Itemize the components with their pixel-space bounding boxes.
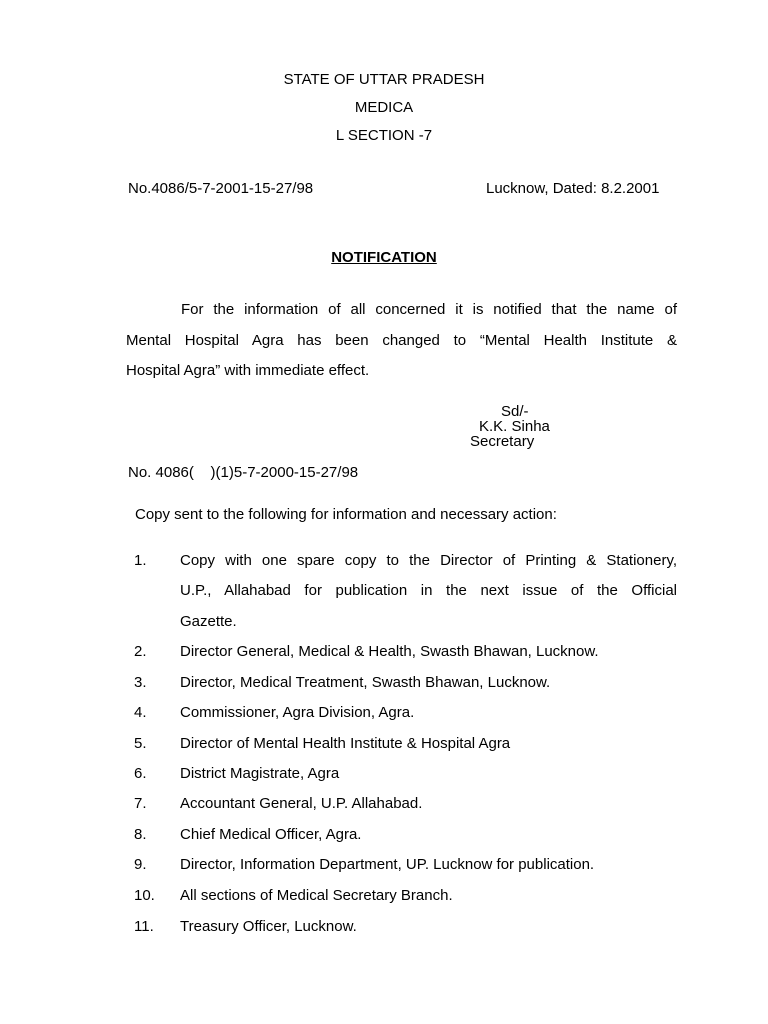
- list-item-number: 8.: [134, 826, 147, 843]
- body-line-3: Hospital Agra” with immediate effect.: [126, 362, 370, 379]
- list-item-line: Treasury Officer, Lucknow.: [180, 918, 357, 935]
- list-item-line: District Magistrate, Agra: [180, 765, 340, 782]
- list-item-number: 1.: [134, 552, 147, 569]
- place-and-date: Lucknow, Dated: 8.2.2001: [486, 180, 660, 197]
- body-line-1: For the information of all concerned it is notified that the name of: [181, 301, 677, 318]
- signatory-title: Secretary: [470, 433, 535, 450]
- list-item-line: Director of Mental Health Institute & Hospital Agra: [180, 735, 511, 752]
- list-item-line: Copy with one spare copy to the Director of Printing & Stationery,: [180, 552, 677, 569]
- copy-intro: Copy sent to the following for information and necessary action:: [135, 506, 557, 523]
- list-item-line: Gazette.: [180, 613, 237, 630]
- signature-sd: Sd/-: [501, 403, 529, 420]
- list-item-number: 9.: [134, 856, 147, 873]
- notification-title: NOTIFICATION: [331, 249, 437, 266]
- list-item-line: Director, Medical Treatment, Swasth Bhawan, Lucknow.: [180, 674, 551, 691]
- copy-reference-number: No. 4086( )(1)5-7-2000-15-27/98: [128, 464, 359, 481]
- department-heading-line-1: MEDICA: [354, 99, 414, 116]
- reference-number: No.4086/5-7-2001-15-27/98: [128, 180, 314, 197]
- state-heading: STATE OF UTTAR PRADESH: [283, 71, 485, 88]
- list-item-number: 10.: [134, 887, 155, 904]
- list-item-line: Chief Medical Officer, Agra.: [180, 826, 362, 843]
- list-item-line: All sections of Medical Secretary Branch.: [180, 887, 453, 904]
- list-item-line: Director General, Medical & Health, Swasth Bhawan, Lucknow.: [180, 643, 599, 660]
- list-item-number: 6.: [134, 765, 147, 782]
- list-item-line: Director, Information Department, UP. Lucknow for publication.: [180, 856, 595, 873]
- list-item-number: 5.: [134, 735, 147, 752]
- list-item-line: Commissioner, Agra Division, Agra.: [180, 704, 415, 721]
- list-item-number: 2.: [134, 643, 147, 660]
- list-item-number: 7.: [134, 795, 147, 812]
- list-item-line: Accountant General, U.P. Allahabad.: [180, 795, 423, 812]
- list-item-number: 4.: [134, 704, 147, 721]
- department-heading-line-2: L SECTION -7: [335, 127, 433, 144]
- list-item-number: 11.: [134, 918, 154, 935]
- list-item-line: U.P., Allahabad for publication in the next issue of the Official: [180, 582, 677, 599]
- list-item-number: 3.: [134, 674, 147, 691]
- signatory-name: K.K. Sinha: [479, 418, 550, 435]
- body-line-2: Mental Hospital Agra has been changed to “Mental Health Institute &: [126, 332, 677, 349]
